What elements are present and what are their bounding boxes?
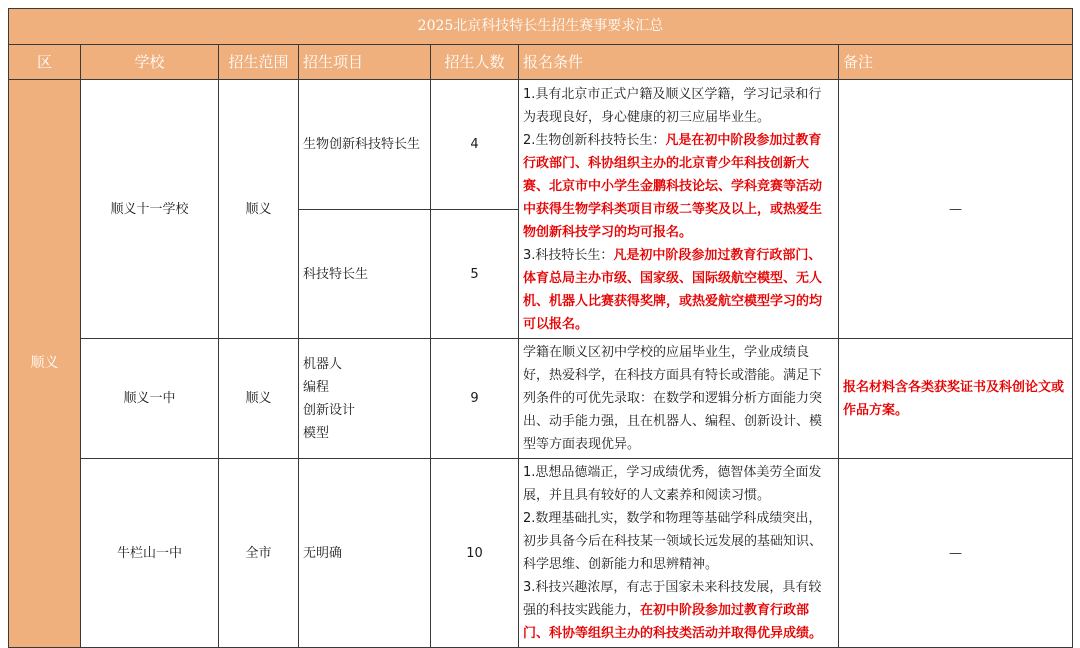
note-cell: 报名材料含各类获奖证书及科创论文或作品方案。	[839, 339, 1073, 459]
requirements-table	[8, 8, 1072, 641]
project-name: 无明确	[299, 459, 431, 648]
project-list	[299, 339, 431, 459]
scope-cell: 全市	[219, 459, 299, 648]
project-name: 编程	[303, 379, 330, 395]
header-conditions: 报名条件	[519, 45, 839, 80]
scope-cell: 顺义	[219, 339, 299, 459]
header-school: 学校	[81, 45, 219, 80]
count-cell: 5	[431, 210, 519, 339]
header-project: 招生项目	[299, 45, 431, 80]
project-name: 创新设计	[303, 402, 356, 418]
count-cell: 4	[431, 80, 519, 210]
conditions-cell	[519, 459, 839, 648]
school-name: 牛栏山一中	[81, 459, 219, 648]
table-row	[9, 459, 1073, 648]
table-title: 2025北京科技特长生招生赛事要求汇总	[9, 9, 1073, 45]
condition-item: 3.科技兴趣浓厚，有志于国家未来科技发展，具有较强的科技实践能力，在初中阶段参加过教育行政部门、科协等组织主办的科技类活动并取得优异成绩。	[523, 580, 823, 641]
count-cell: 9	[431, 339, 519, 459]
condition-item: 1.思想品德端正，学习成绩优秀，德智体美劳全面发展，并且具有较好的人文素养和阅读习惯。	[523, 465, 822, 503]
project-name: 生物创新科技特长生	[299, 80, 431, 210]
header-district: 区	[9, 45, 81, 80]
conditions-cell: 学籍在顺义区初中学校的应届毕业生，学业成绩良好，热爱科学，在科技方面具有特长或潜能。满足下列条件的可优先录取：在数学和逻辑分析方面能力突出、动手能力强，且在机器人、编程、创新设计、模型等方面表现优异。	[519, 339, 839, 459]
condition-item: 2.生物创新科技特长生：凡是在初中阶段参加过教育行政部门、科协组织主办的北京青少年科技创新大赛、北京市中小学生金鹏科技论坛、学科竞赛等活动中获得生物学科类项目市级二等奖及以上，或热爱生物创新科技学习的均可报名。	[523, 132, 823, 240]
note-cell: —	[839, 459, 1073, 648]
header-count: 招生人数	[431, 45, 519, 80]
condition-item: 1.具有北京市正式户籍及顺义区学籍，学习记录和行为表现良好，身心健康的初三应届毕业生。	[523, 86, 822, 125]
project-name: 模型	[303, 425, 330, 441]
header-notes: 备注	[839, 45, 1073, 80]
project-name: 科技特长生	[299, 210, 431, 339]
conditions-cell	[519, 80, 839, 339]
header-scope: 招生范围	[219, 45, 299, 80]
table-row	[9, 80, 1073, 210]
school-name: 顺义一中	[81, 339, 219, 459]
condition-item: 3.科技特长生：凡是初中阶段参加过教育行政部门、体育总局主办市级、国家级、国际级航空模型、无人机、机器人比赛获得奖牌，或热爱航空模型学习的均可以报名。	[523, 247, 823, 332]
table-row	[9, 339, 1073, 459]
district-cell: 顺义	[9, 80, 81, 648]
school-name: 顺义十一学校	[81, 80, 219, 339]
scope-cell: 顺义	[219, 80, 299, 339]
note-cell: —	[839, 80, 1073, 339]
condition-item: 2.数理基础扎实，数学和物理等基础学科成绩突出，初步具备今后在科技某一领域长远发展的基础知识、科学思维、创新能力和思辨精神。	[523, 511, 823, 572]
project-name: 机器人	[303, 356, 343, 372]
count-cell: 10	[431, 459, 519, 648]
